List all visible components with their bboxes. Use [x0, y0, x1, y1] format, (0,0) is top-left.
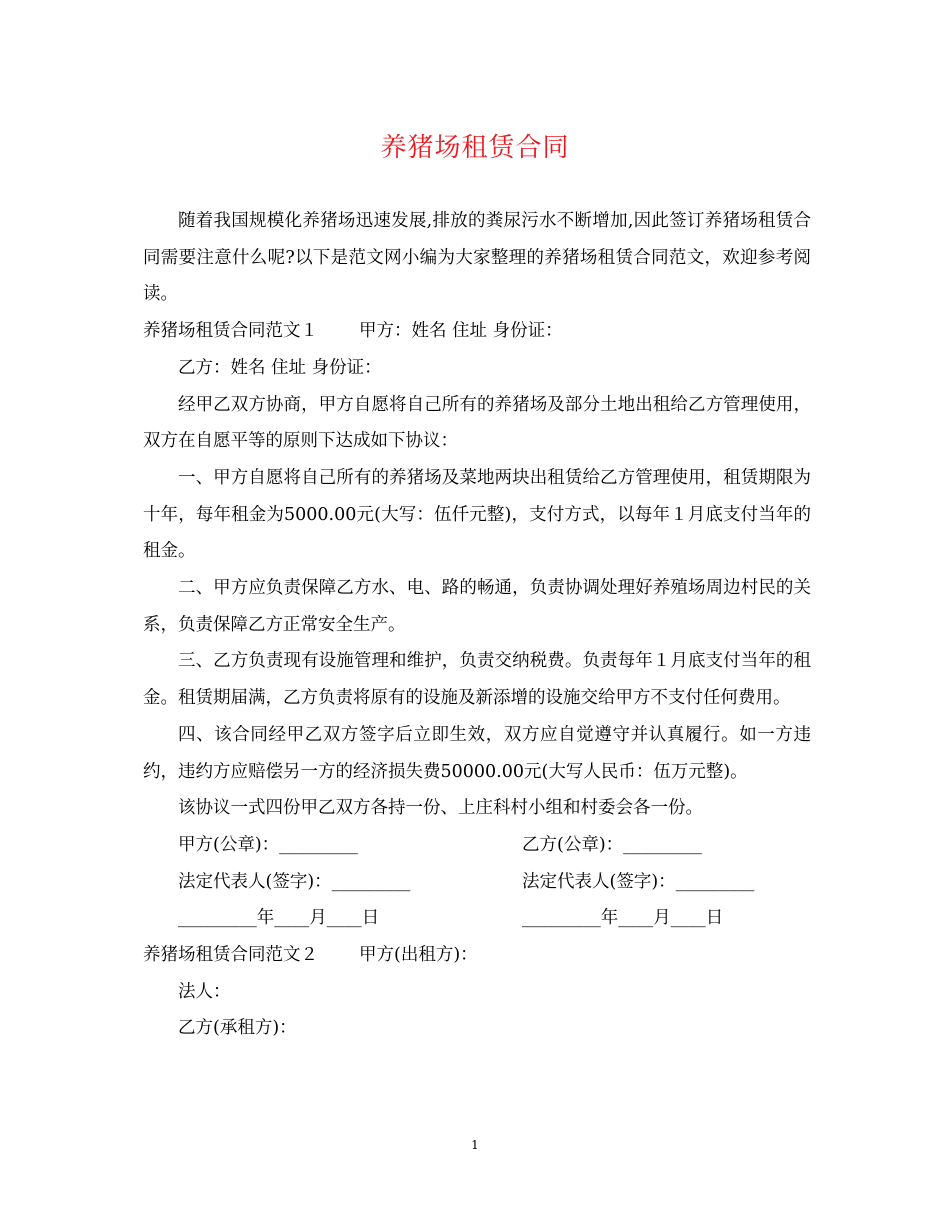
party-b-seal-field: 乙方(公章)：_________ — [522, 834, 702, 855]
sample1-heading: 养猪场租赁合同范文１ — [143, 321, 318, 342]
sample1-heading-row — [143, 313, 811, 350]
rep-b-signature-field: 法定代表人(签字)：_________ — [522, 871, 755, 892]
sample2-party-b: 乙方(承租方)： — [178, 1018, 297, 1039]
clause-2: 二、甲方应负责保障乙方水、电、路的畅通，负责协调处理好养殖场周边村民的关系，负责保障乙方正常安全生产。 — [143, 578, 811, 635]
date-a-field: _________年____月____日 — [178, 908, 380, 929]
sample2-party-a: 甲方(出租方)： — [359, 945, 478, 965]
rep-a-signature-field: 法定代表人(签字)：_________ — [178, 871, 411, 892]
sample2-heading-row — [143, 937, 811, 974]
sample1-party-a: 甲方：姓名 住址 身份证： — [359, 321, 563, 342]
sample2-heading: 养猪场租赁合同范文２ — [143, 945, 318, 965]
clause-1: 一、甲方自愿将自己所有的养猪场及菜地两块出租赁给乙方管理使用，租赁期限为十年，每年租金为5000.00元(大写：伍仟元整)，支付方式，以每年１月底支付当年的租金。 — [143, 467, 811, 562]
clause-4: 四、该合同经甲乙双方签字后立即生效，双方应自觉遵守并认真履行。如一方违约，违约方应赔偿另一方的经济损失费50000.00元(大写人民币：伍万元整)。 — [143, 724, 811, 782]
sample2-legal-person: 法人： — [178, 981, 231, 1002]
copies-statement: 该协议一式四份甲乙双方各持一份、上庄科村小组和村委会各一份。 — [178, 798, 703, 819]
intro-paragraph: 随着我国规模化养猪场迅速发展,排放的粪尿污水不断增加,因此签订养猪场租赁合同需要注意什么呢?以下是范文网小编为大家整理的养猪场租赁合同范文，欢迎参考阅读。 — [143, 211, 811, 305]
document-title: 养猪场租赁合同 — [380, 133, 570, 163]
representative-row — [143, 864, 811, 901]
sample1-party-b: 乙方：姓名 住址 身份证： — [178, 357, 382, 378]
clause-3: 三、乙方负责现有设施管理和维护，负责交纳税费。负责每年１月底支付当年的租金。租赁期届满，乙方负责将原有的设施及新添增的设施交给甲方不支付任何费用。 — [143, 651, 811, 709]
sample1-preamble: 经甲乙双方协商，甲方自愿将自己所有的养猪场及部分土地出租给乙方管理使用，双方在自愿平等的原则下达成如下协议： — [143, 394, 811, 452]
party-a-seal-field: 甲方(公章)：_________ — [178, 834, 358, 855]
page-number: 1 — [471, 1138, 479, 1152]
document-body — [143, 203, 811, 1047]
date-row — [143, 900, 811, 937]
seal-row — [143, 827, 811, 864]
date-b-field: _________年____月____日 — [522, 908, 724, 929]
